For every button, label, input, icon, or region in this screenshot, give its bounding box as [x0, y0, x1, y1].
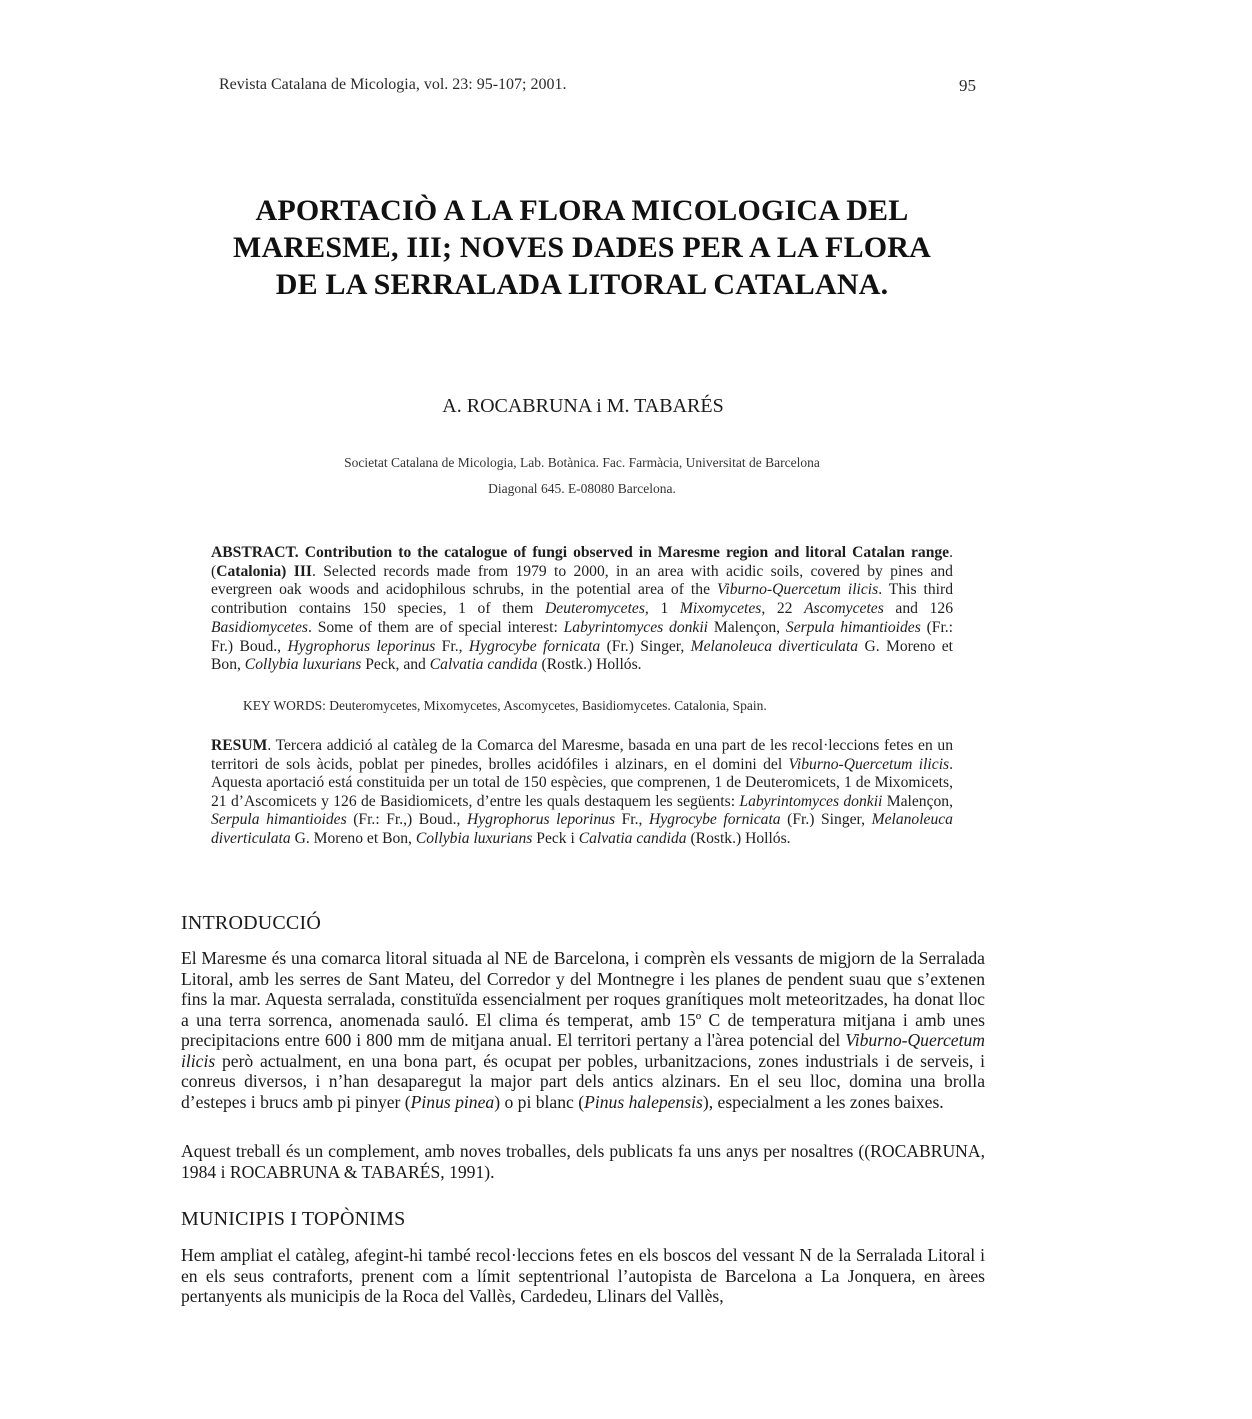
abstract-text: . This third contribution contains 150 species, 1 of them — [211, 581, 953, 618]
taxon-name: Deuteromycetes — [545, 600, 645, 618]
abstract-text: Peck, and — [361, 656, 430, 674]
resum-text: (Fr.: Fr.,) Boud., — [346, 811, 467, 828]
abstract-text: G. Moreno et Bon, — [211, 637, 953, 674]
title-line-3: DE LA SERRALADA LITORAL CATALANA. — [275, 268, 889, 301]
taxon-name: Serpula himantioides — [785, 618, 921, 636]
taxon-name: Calvatia candida — [429, 656, 538, 674]
municipis-paragraph-1: Hem ampliat el catàleg, afegint-hi també recol·leccions fetes en els boscos del vessant N de la Serralada Litoral i en els seus contraforts, prenent com a límit septentrional l’autopista de Barcelona a La Jonquera, en àrees pertanyents als municipis de la Roca del Vallès, Cardedeu, Llinars del Vallès, — [181, 1245, 985, 1306]
taxon-name: Hygrocybe fornicata — [649, 811, 781, 828]
section-heading-introduccio: INTRODUCCIÓ — [181, 912, 321, 934]
taxon-name: Serpula himantioides — [211, 811, 347, 828]
abstract-text: , 1 — [644, 600, 680, 618]
authors: A. ROCABRUNA i M. TABARÉS — [442, 395, 724, 417]
taxon-name: Labyrintomyces donkii — [739, 792, 883, 810]
taxon-name: Basidiomycetes — [211, 618, 308, 636]
title-line-1: APORTACIÒ A LA FLORA MICOLOGICA DEL — [255, 194, 909, 227]
resum-label: RESUM — [211, 737, 268, 754]
body-text: ) o pi blanc ( — [494, 1091, 585, 1112]
taxon-name: Ascomycetes — [804, 600, 884, 618]
taxon-name: Melanoleuca diverticulata — [690, 637, 859, 655]
resum-text: Peck i — [532, 829, 579, 847]
resum-text: . Aquesta aportació está constituida per un total de 150 espècies, que comprenen, 1 de Deuteromicets, 1 de Mixomicets, 21 d’Ascomicets y 126 de Basidiomicets, d’entre les quals destaquem les següents: — [211, 755, 953, 810]
resum-text: (Rostk.) Hollós. — [686, 829, 791, 847]
abstract-title: . Contribution to the catalogue of fungi observed in Maresme region and litoral Catalan range — [294, 544, 950, 561]
abstract-text: . ( — [211, 544, 953, 580]
intro-paragraph-2: Aquest treball és un complement, amb noves troballes, dels publicats fa uns anys per nosaltres ((ROCABRUNA, 1984 i ROCABRUNA & TABARÉS, 1991). — [181, 1141, 985, 1182]
abstract-text: . Selected records made from 1979 to 2000, in an area with acidic soils, covered by pines and evergreen oak woods and acidophilous schrubs, in the potential area of the — [211, 562, 953, 599]
resum-text: Malençon, — [882, 792, 953, 810]
taxon-name: Hygrocybe fornicata — [468, 637, 601, 655]
taxon-name: Labyrintomyces donkii — [563, 618, 709, 636]
taxon-name: Hygrophorus leporinus — [287, 637, 436, 655]
taxon-name: Pinus halepensis — [584, 1091, 703, 1112]
taxon-name: Melanoleuca diverticulata — [211, 811, 953, 847]
title-line-2: MARESME, III; NOVES DADES PER A LA FLORA — [232, 231, 932, 264]
taxon-name: Pinus pinea — [410, 1091, 495, 1112]
keywords: KEY WORDS: Deuteromycetes, Mixomycetes, Ascomycetes, Basidiomycetes. Catalonia, Spain. — [243, 698, 767, 713]
abstract — [211, 544, 953, 675]
intro-paragraph-1 — [181, 948, 985, 1112]
section-heading-municipis: MUNICIPIS I TOPÒNIMS — [181, 1208, 406, 1230]
resum — [211, 737, 953, 848]
resum-text: G. Moreno et Bon, — [290, 829, 416, 847]
abstract-text: (Fr.) Singer, — [600, 637, 691, 655]
resum-text: . Tercera addició al catàleg de la Comarca del Maresme, basada en una part de les recol·leccions fetes en un territori de sols àcids, poblat per pinedes, brolles acidófiles i alzinars, en el domini del — [211, 737, 953, 773]
abstract-region: Catalonia) III — [216, 562, 312, 580]
article-title — [150, 192, 1014, 303]
journal-citation: Revista Catalana de Micologia, vol. 23: 95-107; 2001. — [219, 76, 567, 93]
abstract-text: (Rostk.) Hollós. — [537, 656, 642, 674]
body-text: però actualment, en una bona part, és ocupat per pobles, urbanitzacions, zones industrials i de serveis, i conreus diversos, i n’han desaparegut la major part dels antics alzinars. En el seu lloc, domina una brolla d’estepes i brucs amb pi pinyer ( — [181, 1050, 985, 1112]
page-number: 95 — [959, 76, 976, 95]
taxon-name: Viburno-Quercetum ilicis — [717, 581, 879, 599]
resum-text: Fr., — [615, 811, 649, 828]
affiliation — [250, 450, 914, 502]
abstract-text: (Fr.: Fr.) Boud., — [211, 618, 954, 655]
taxon-name: Hygrophorus leporinus — [466, 811, 616, 828]
resum-text: (Fr.) Singer, — [780, 811, 872, 828]
affiliation-line-2: Diagonal 645. E-08080 Barcelona. — [488, 481, 676, 496]
taxon-name: Collybia luxurians — [415, 829, 533, 847]
affiliation-line-1: Societat Catalana de Micologia, Lab. Botànica. Fac. Farmàcia, Universitat de Barcelona — [344, 455, 820, 470]
abstract-text: , 22 — [761, 600, 805, 618]
abstract-text: . Some of them are of special interest: — [308, 618, 564, 636]
taxon-name: Collybia luxurians — [244, 656, 362, 674]
taxon-name: Calvatia candida — [578, 829, 687, 847]
abstract-text: and 126 — [883, 600, 953, 618]
abstract-label: ABSTRACT — [211, 544, 295, 561]
abstract-text: Fr., — [435, 637, 469, 655]
taxon-name: Viburno-Quercetum ilicis — [788, 755, 950, 773]
abstract-text: Malençon, — [708, 618, 786, 636]
body-text: El Maresme és una comarca litoral situada al NE de Barcelona, i comprèn els vessants de migjorn de la Serralada Litoral, amb les serres de Sant Mateu, del Corredor y del Montnegre i les planes de pendent suau que s’extenen fins la mar. Aquesta serralada, constituïda essencialment per roques granítiques molt meteoritzades, ha donat lloc a una terra sorrenca, anomenada sauló. El clima és temperat, amb 15º C de temperatura mitjana i amb unes precipitacions entre 600 i 800 mm de mitjana anual. El territori pertany a l'àrea potencial del — [181, 948, 985, 1050]
taxon-name: Mixomycetes — [679, 600, 762, 618]
taxon-name: Viburno-Quercetum ilicis — [181, 1030, 985, 1071]
body-text: ), especialment a les zones baixes. — [702, 1091, 944, 1112]
